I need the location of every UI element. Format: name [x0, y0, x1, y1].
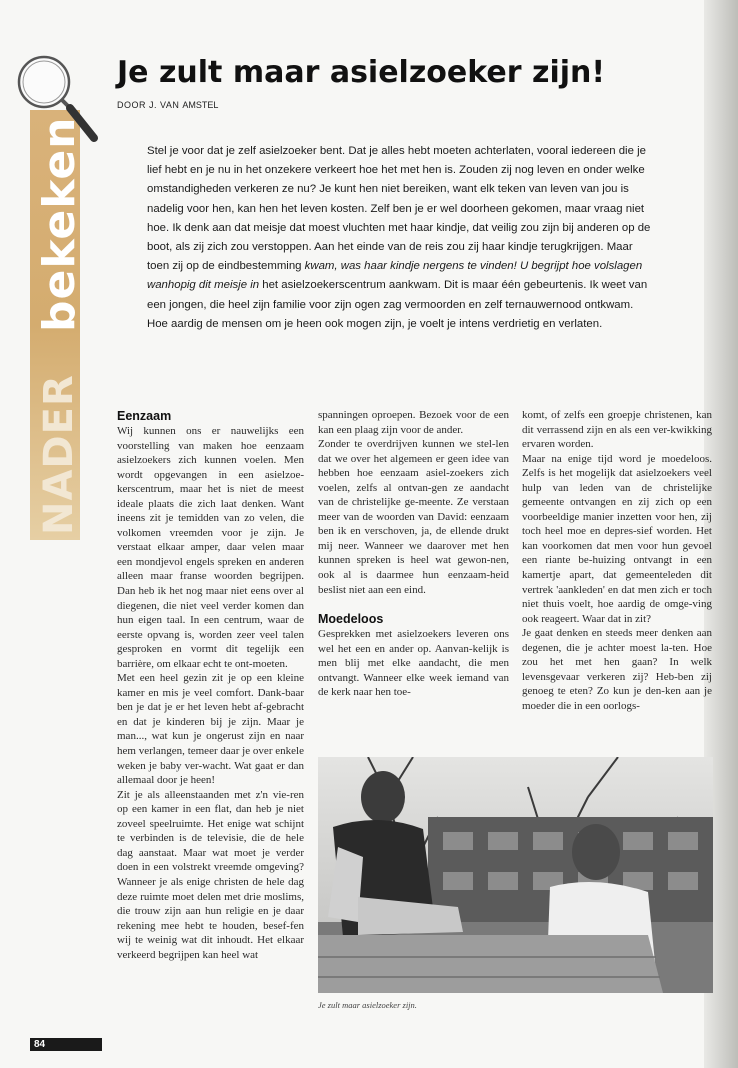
picnic-table — [318, 935, 663, 993]
body-paragraph: spanningen oproepen. Bezoek voor de een kan een plaag zijn voor de ander. — [318, 409, 509, 436]
article-title: Je zult maar asielzoeker zijn! — [117, 55, 606, 90]
section-label-bekeken: bekeken — [34, 116, 85, 332]
page-number-bar — [30, 1038, 102, 1051]
body-column-2 — [318, 408, 509, 700]
body-paragraph: komt, of zelfs een groepje christenen, kan dit verrassend zijn en als een ver-kwikking ervaren worden. — [522, 409, 712, 451]
magnifying-glass-icon — [14, 52, 104, 148]
section-heading-moedeloos: Moedeloos — [318, 612, 384, 627]
section-label-nader: NADER — [36, 374, 82, 535]
byline-lead: DOOR J. VAN — [117, 100, 183, 110]
byline — [117, 100, 218, 110]
photo-caption: Je zult maar asielzoeker zijn. — [318, 1000, 417, 1010]
article-photo — [318, 757, 713, 993]
body-paragraph: Gesprekken met asielzoekers leveren ons wel het een en ander op. Aanvan-kelijk is men blij met elke aandacht, die men ontvangt. Wanneer elke week iemand van de kerk naar hen toe- — [318, 628, 509, 699]
body-column-3 — [522, 408, 712, 713]
body-paragraph: Je gaat denken en steeds meer denken aan degenen, die je achter moest la-ten. Hoe zou het met hen gaan? In welk levensgevaar verkeren zij? Heb-ben zij genoeg te eten? Zo kun je den-ken aan je moeder die in een oorlogs- — [522, 627, 712, 712]
body-paragraph: Maar na enige tijd word je moedeloos. Zelfs is het mogelijk dat asielzoekers veel hulp van leden van de christelijke gemeente ontvangen en zij zich op een voorbeeldige manier inzetten voor hen, zij toch heel moe en depres-sief worden. Het kan voorkomen dat men voor hun gevoel een riante be-huizing ontvangt in een kamertje apart, dat gemeenteleden dit vertrek 'aankleden' en dat men zich er toch niet thuis voelt, hoe aardig de omge-ving ook reageert. Waar dat in zit? — [522, 452, 712, 625]
article-intro — [147, 142, 652, 334]
intro-part-2-italic: kwam, was haar kindje nergens te vinden! U begrijpt hoe volslagen wanhopig dit meisje in — [147, 260, 643, 292]
intro-part-1: Stel je voor dat je zelf asielzoeker bent. Dat je alles hebt moeten achterlaten, vooral iedereen die je lief hebt en je nu in het onzekere verkeert hoe het met hen is. Zouden zij nog leven en onder welke omstandigheden verkeren ze nu? Je kunt hen niet bereiken, want elk teken van leven van jou is nadelig voor hen, kan hen het leven kosten. Zelf ben je er wel doorheen gekomen, maar vraag niet hoe. Ik denk aan dat meisje dat moest vluchten met haar kindje, dat veilig zou zijn bij anderen op de boot, als zij zich zou verstoppen. Aan het einde van de reis zou zij haar kindje terugkrijgen. Maar toen zij op de eindbestemming — [147, 145, 651, 273]
body-paragraph: Zit je als alleenstaanden met z'n vie-ren op een kamer in een flat, dan heb je niet zoveel speelruimte. Het enige wat schijnt te verbinden is de televisie, die de hele dag aanstaat. Maar wat moet je verder doen in een volstrekt vreemde omgeving? Wanneer je als enige christen de hele dag deze ruimte moet delen met drie moslims, die trouw zijn aan hun religie en je daar rekening mee hebt te houden, besef-fen wij te weinig wat dit inhoudt. Het elkaar verkeerd begrijpen kan heel wat — [117, 788, 304, 961]
byline-author: AMSTEL — [182, 100, 219, 110]
section-heading-eenzaam: Eenzaam — [117, 409, 172, 423]
intro-part-3: het asielzoekerscentrum aankwam. Dit is maar één gebeurtenis. Ik weet van een jongen, die heel zijn familie voor zijn ogen zag vermoorden en zelf ternauwernood ontkwam. Hoe aardig de mensen om je heen ook mogen zijn, je voelt je intens verdrietig en verlaten. — [147, 279, 648, 330]
body-paragraph: Wij kunnen ons er nauwelijks een voorstelling van maken hoe eenzaam asielzoekers zich kunnen voelen. Men wordt opgevangen in een asielzoe-kerscentrum, maar het is niet de meest ideale plaats die zich laat denken. Want ineens zit je temidden van zo velen, die volkomen vreemden voor je zijn. Je verstaat elkaar amper, daar velen maar een mondjevol engels spreken en anderen alleen maar franse woorden begrijpen. Dan heb ik het nog maar niet eens over al diegenen, die niet veel verder komen dan hun eigen taal. In een centrum, waar de eerste opvang is, worden zeer veel talen gesproken en vormt dit tegelijk een barrière, om elkaar echt te ont-moeten. — [117, 425, 304, 670]
body-column-1 — [117, 408, 304, 962]
section-label — [30, 110, 85, 540]
body-paragraph: Zonder te overdrijven kunnen we stel-len dat we over het algemeen er geen idee van hebben hoe eenzaam asiel-zoekers zich voelen, zelfs al ontvan-gen ze aandacht van de christelijke ge-meente. Ze verstaan meer van de woorden van David: eenzaam ben ik en verschoven, ja, de ellende drukt mij neer. Wanneer we daarover met hen kunnen spreken is heel wat gewon-nen, ook al is daarmee hun eenzaam-heid beslist niet aan een eind. — [318, 438, 509, 596]
page-number: 84 — [34, 1039, 46, 1050]
body-paragraph: Met een heel gezin zit je op een kleine kamer en mis je veel comfort. Dank-baar ben je dat je er het leven hebt af-gebracht en dat je kinderen bij je zijn. Maar je man..., wat kun je ongerust zijn en naar hem verlangen, temeer daar je over enkele weken je baby ver-wacht. Wat gaat er dan allemaal door je heen! — [117, 672, 304, 787]
